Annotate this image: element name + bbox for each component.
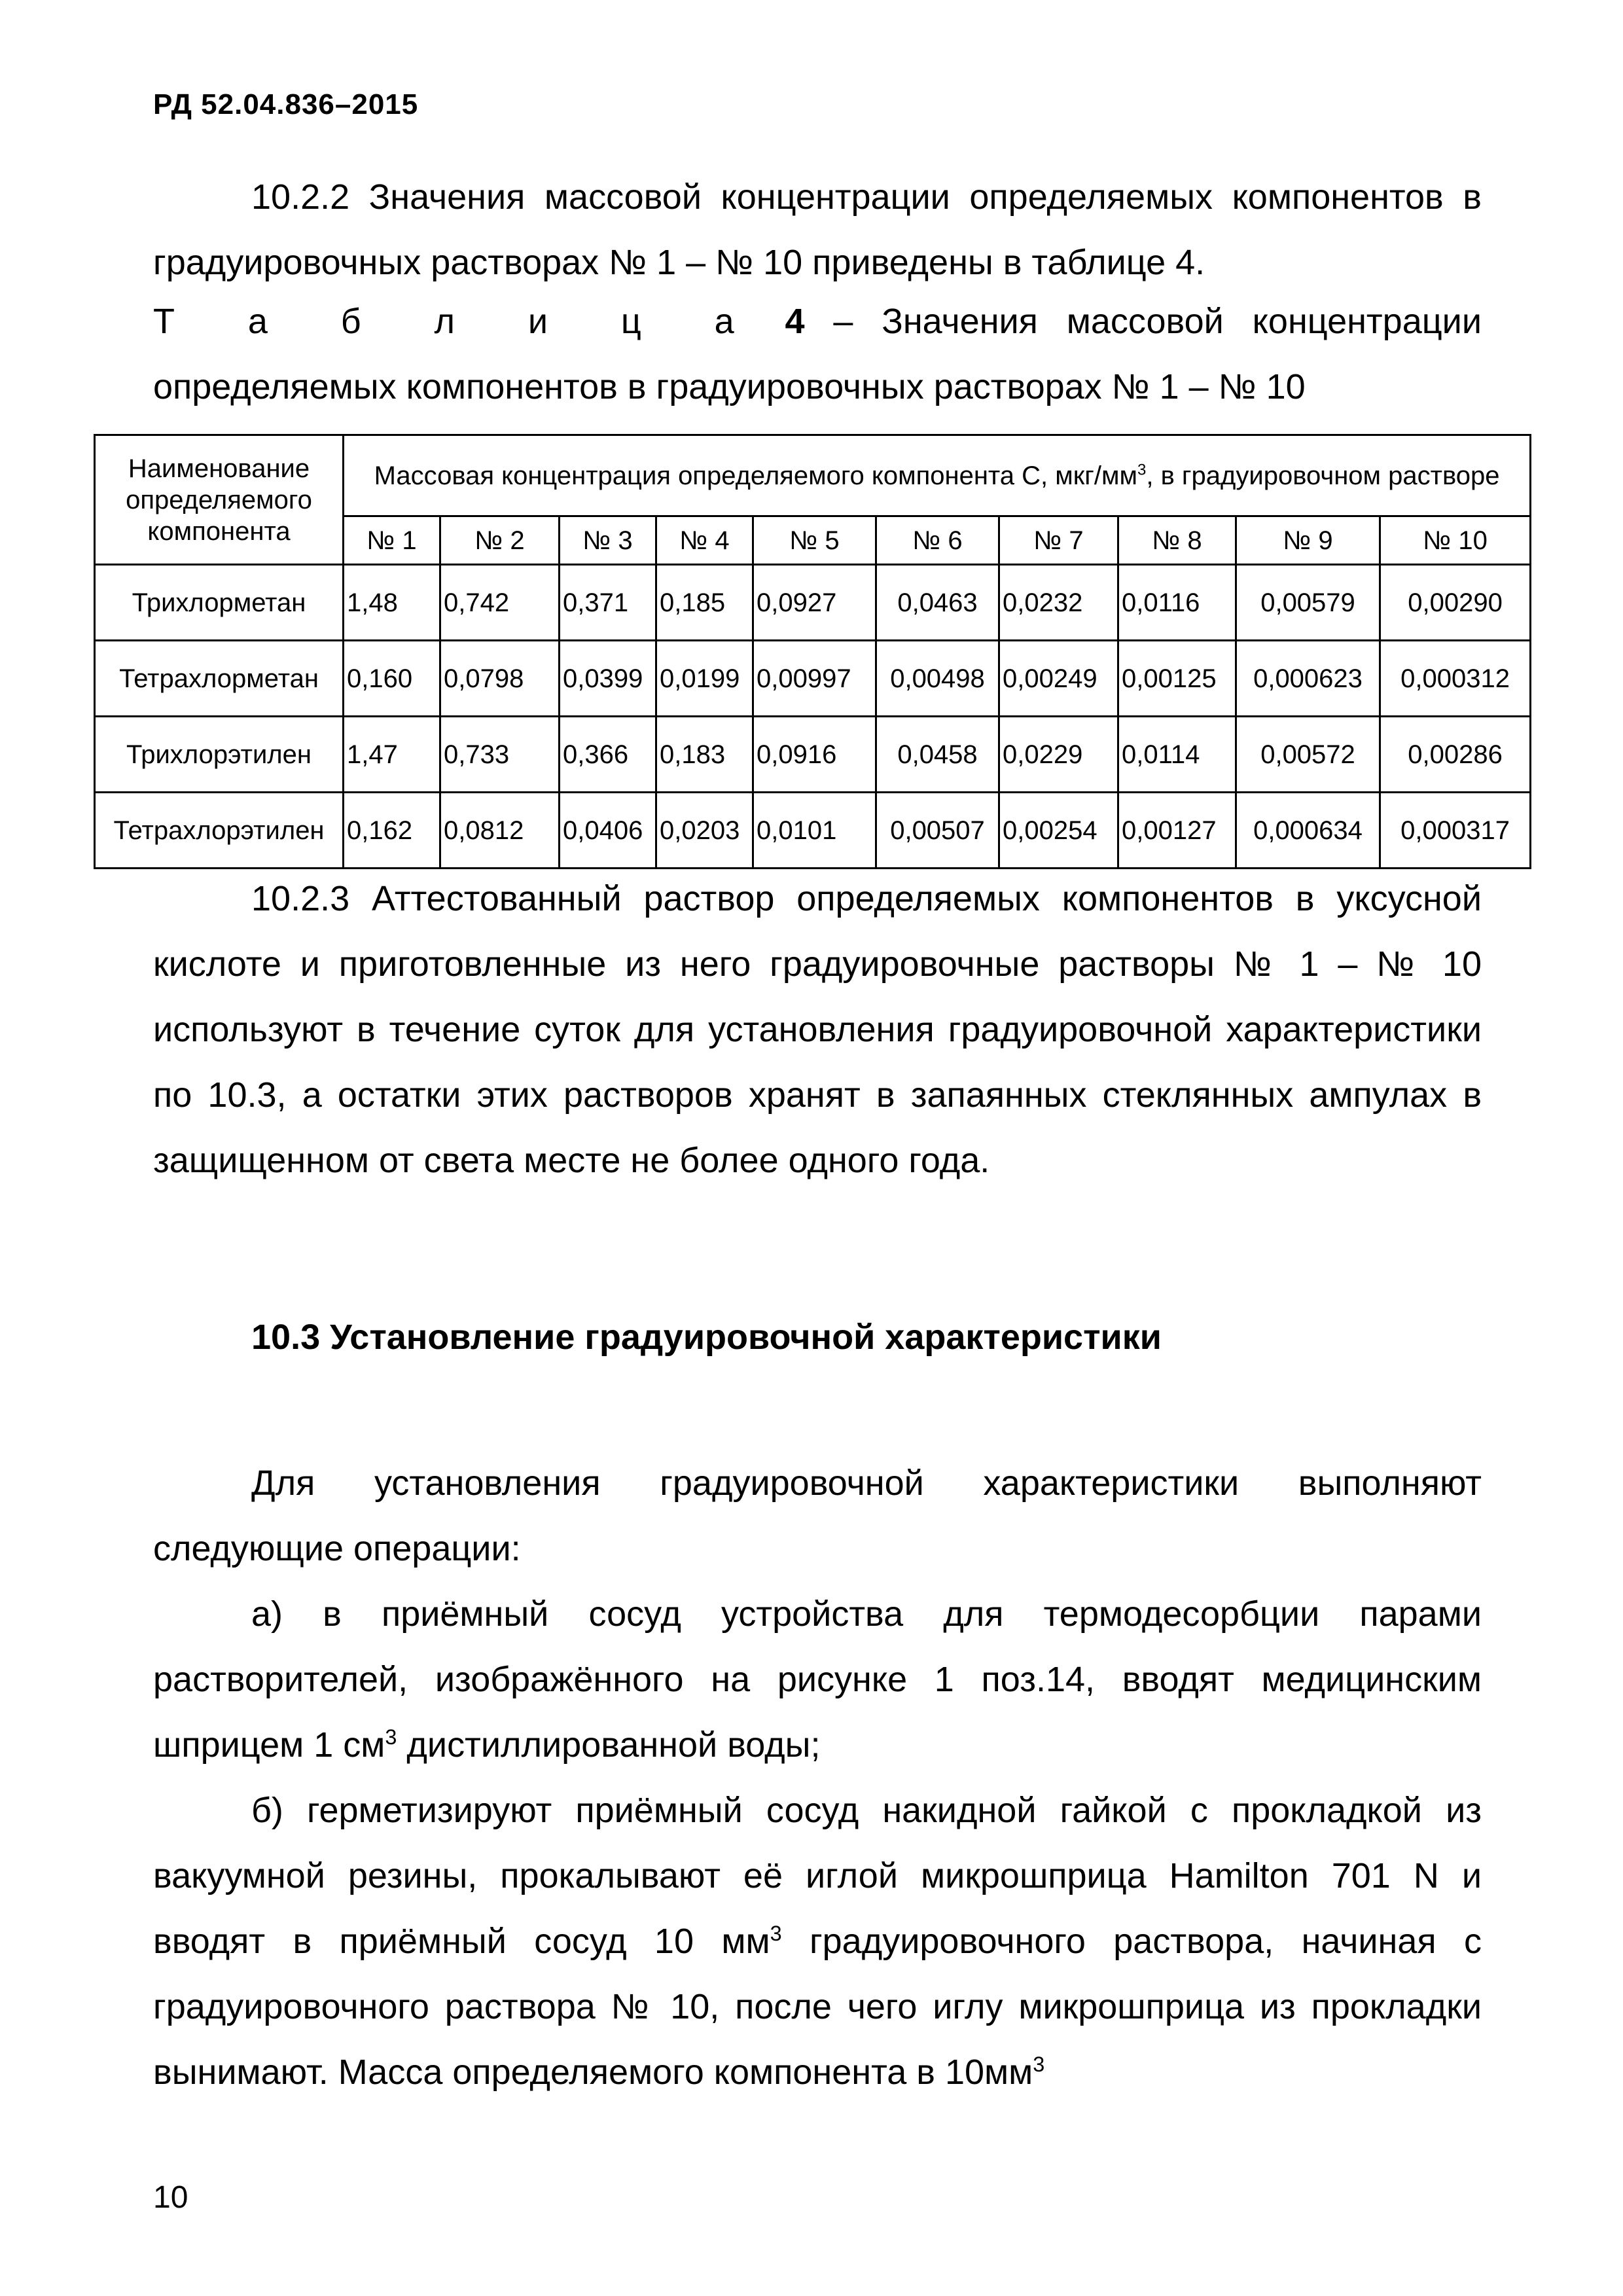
- table-cell: 0,0916: [753, 717, 876, 793]
- table-cell: 0,00498: [876, 641, 999, 717]
- table-cell: 0,00572: [1236, 717, 1380, 793]
- list-item-a-text: а) в приёмный сосуд устройства для термодесорбции парами растворителей, изображённого на рисунке 1 поз.14, вводят медицинским шприцем 1 см: [153, 1594, 1482, 1765]
- table-cell: 0,0203: [656, 793, 753, 869]
- component-name: Тетрахлорэтилен: [95, 793, 344, 869]
- table-cell: 0,0232: [999, 565, 1118, 641]
- paragraph-intro: Для установления градуировочной характеристики выполняют следующие операции:: [153, 1463, 1482, 1568]
- table-cell: 1,47: [344, 717, 440, 793]
- table-cell: 0,0458: [876, 717, 999, 793]
- table-cell: 0,742: [440, 565, 560, 641]
- list-item-b-part1: б) герметизируют приёмный сосуд накидной гайкой с прокладкой из вакуумной резины, прокалывают её иглой микрошприца Hamilton 701 N и вводят в приёмный сосуд 10 мм: [153, 1791, 1482, 1961]
- column-header: № 8: [1118, 516, 1236, 565]
- table-cell: 0,00290: [1380, 565, 1531, 641]
- table-caption-number: 4: [785, 302, 805, 341]
- concentration-header-sup: 3: [1137, 461, 1147, 479]
- column-header: № 1: [344, 516, 440, 565]
- table-cell: 1,48: [344, 565, 440, 641]
- component-name-header: Наименование определяемого компонента: [95, 435, 344, 565]
- column-header: № 3: [560, 516, 656, 565]
- paragraph-10-2-2: 10.2.2 Значения массовой концентрации определяемых компонентов в градуировочных растворах № 1 – № 10 приведены в таблице 4.: [153, 177, 1482, 282]
- table-row: [95, 565, 1531, 641]
- table-cell: 0,0812: [440, 793, 560, 869]
- table-row: [95, 641, 1531, 717]
- table-row: [95, 717, 1531, 793]
- table-cell: 0,00507: [876, 793, 999, 869]
- table-cell: 0,000634: [1236, 793, 1380, 869]
- table-cell: 0,0114: [1118, 717, 1236, 793]
- column-header: № 5: [753, 516, 876, 565]
- list-item-b-part2: градуировочного раствора, начиная с градуировочного раствора № 10, после чего иглу микрошприца из прокладки вынимают. Масса определяемого компонента в 10мм: [153, 1922, 1482, 2092]
- column-header: № 4: [656, 516, 753, 565]
- table-cell: 0,160: [344, 641, 440, 717]
- table-cell: 0,0406: [560, 793, 656, 869]
- table-cell: 0,371: [560, 565, 656, 641]
- table-cell: 0,183: [656, 717, 753, 793]
- table-cell: 0,000312: [1380, 641, 1531, 717]
- paragraph-10-2-3: 10.2.3 Аттестованный раствор определяемых компонентов в уксусной кислоте и приготовленные из него градуировочные растворы № 1 – № 10 используют в течение суток для установления градуировочной характеристики по 10.3, а остатки этих растворов хранят в запаянных стеклянных ампулах в защищенном от света месте не более одного года.: [153, 879, 1482, 1180]
- list-item-a: [153, 1581, 1482, 1778]
- page-number: 10: [153, 2180, 188, 2215]
- component-name: Трихлорэтилен: [95, 717, 344, 793]
- concentration-header-suffix: , в градуировочном растворе: [1146, 461, 1500, 490]
- table-cell: 0,00579: [1236, 565, 1380, 641]
- table-cell: 0,185: [656, 565, 753, 641]
- list-item-a-tail: дистиллированной воды;: [397, 1725, 821, 1765]
- table-caption: [153, 289, 1482, 420]
- table-cell: 0,0199: [656, 641, 753, 717]
- table-cell: 0,0101: [753, 793, 876, 869]
- table-cell: 0,00997: [753, 641, 876, 717]
- table-cell: 0,00125: [1118, 641, 1236, 717]
- column-header: № 6: [876, 516, 999, 565]
- concentration-header-prefix: Массовая концентрация определяемого компонента С, мкг/мм: [374, 461, 1137, 490]
- table-cell: 0,733: [440, 717, 560, 793]
- concentration-table: [94, 434, 1531, 869]
- concentration-header: [344, 435, 1531, 516]
- section-heading-10-3: 10.3 Установление градуировочной характеристики: [251, 1318, 1162, 1357]
- table-caption-word: Т а б л и ц а: [153, 302, 757, 341]
- table-cell: 0,0927: [753, 565, 876, 641]
- table-cell: 0,0399: [560, 641, 656, 717]
- list-item-b-sup2: 3: [1033, 2053, 1045, 2076]
- table-cell: 0,0116: [1118, 565, 1236, 641]
- table-cell: 0,0463: [876, 565, 999, 641]
- list-item-b: [153, 1778, 1482, 2105]
- table-caption-text: – Значения массовой концентрации определяемых компонентов в градуировочных растворах № 1 – № 10: [153, 302, 1482, 406]
- table-cell: 0,366: [560, 717, 656, 793]
- document-header: РД 52.04.836–2015: [153, 88, 419, 120]
- table-cell: 0,00249: [999, 641, 1118, 717]
- table-cell: 0,000623: [1236, 641, 1380, 717]
- column-header: № 9: [1236, 516, 1380, 565]
- component-name: Тетрахлорметан: [95, 641, 344, 717]
- table-cell: 0,162: [344, 793, 440, 869]
- list-item-a-sup: 3: [385, 1725, 397, 1749]
- table-cell: 0,00254: [999, 793, 1118, 869]
- component-name: Трихлорметан: [95, 565, 344, 641]
- table-cell: 0,0229: [999, 717, 1118, 793]
- table-cell: 0,000317: [1380, 793, 1531, 869]
- table-cell: 0,00127: [1118, 793, 1236, 869]
- table-cell: 0,00286: [1380, 717, 1531, 793]
- column-header: № 7: [999, 516, 1118, 565]
- column-header: № 10: [1380, 516, 1531, 565]
- list-item-b-sup1: 3: [770, 1922, 782, 1945]
- column-header: № 2: [440, 516, 560, 565]
- table-cell: 0,0798: [440, 641, 560, 717]
- table-row: [95, 793, 1531, 869]
